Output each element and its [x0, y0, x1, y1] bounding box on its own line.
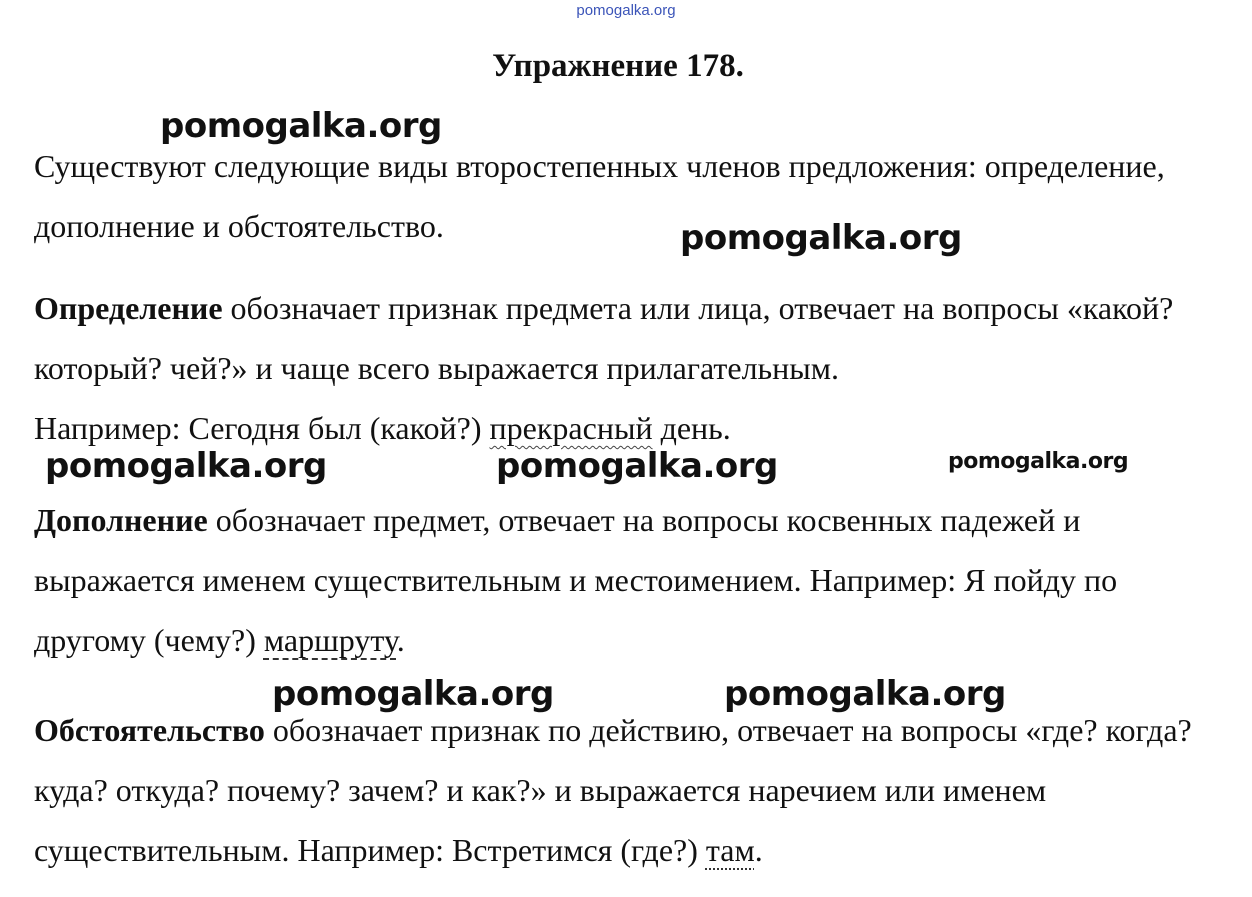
exercise-title: Упражнение 178.: [492, 48, 744, 84]
watermark: pomogalka.org: [724, 674, 1006, 714]
circumstance-paragraph: [34, 700, 1224, 880]
definition-example-suffix: день.: [652, 410, 731, 446]
definition-paragraph: [34, 278, 1224, 458]
circumstance-example-word: там: [705, 832, 755, 868]
object-paragraph: [34, 490, 1224, 670]
watermark: pomogalka.org: [680, 218, 962, 258]
circumstance-text: обозначает признак по действию, отвечает на вопросы «где? когда? куда? откуда? почему? зачем? и как?» и выражается наречием или именем существительным. Например: Встретимся (где?): [34, 712, 1192, 868]
circumstance-example-suffix: .: [754, 832, 763, 868]
definition-term: Определение: [34, 290, 223, 326]
object-example-suffix: .: [396, 622, 405, 658]
definition-text: обозначает признак предмета или лица, отвечает на вопросы «какой? который? чей?» и чаще всего выражается прилагательным.: [34, 290, 1174, 386]
watermark: pomogalka.org: [496, 446, 778, 486]
definition-example-word: прекрасный: [489, 410, 653, 446]
circumstance-term: Обстоятельство: [34, 712, 265, 748]
watermark: pomogalka.org: [160, 106, 442, 146]
watermark: pomogalka.org: [272, 674, 554, 714]
intro-paragraph: Существуют следующие виды второстепенных членов предложения: определение, дополнение и обстоятельство.: [34, 148, 1165, 244]
object-example-word: маршруту: [263, 622, 397, 658]
definition-example-prefix: Например: Сегодня был (какой?): [34, 410, 490, 446]
object-term: Дополнение: [34, 502, 208, 538]
watermark: pomogalka.org: [45, 446, 327, 486]
top-watermark: pomogalka.org: [576, 2, 676, 19]
object-text: обозначает предмет, отвечает на вопросы косвенных падежей и выражается именем существительным и местоимением. Например: Я пойду по другому (чему?): [34, 502, 1118, 658]
watermark: pomogalka.org: [948, 449, 1129, 474]
